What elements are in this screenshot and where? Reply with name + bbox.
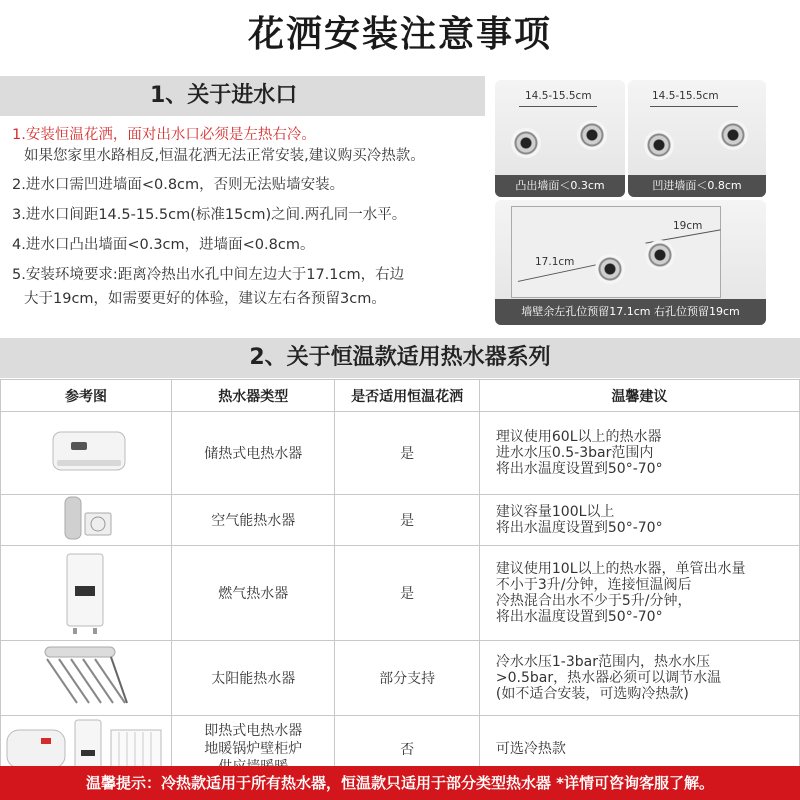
table-row [1,641,800,716]
photo-caption: 凸出墙面＜0.3cm [495,175,625,197]
fit-value: 部分支持 [335,641,479,716]
ref-image [1,546,172,641]
fit-value: 是 [335,546,479,641]
table-row [1,412,800,495]
header-fit: 是否适用恒温花洒 [335,380,479,412]
table-row [1,546,800,641]
note-5: 5.安装环境要求:距离冷热出水孔中间左边大于17.1cm，右边 [12,267,405,283]
fit-value: 否 [335,716,479,783]
heater-type: 空气能热水器 [172,495,335,546]
hot-inlet-hole [644,130,674,160]
air-energy-heater-icon [1,495,171,541]
section-2-heading: 2、关于恒温款适用热水器系列 [0,338,800,378]
spacing-dimension-label: 14.5-15.5cm [525,90,592,102]
heater-type: 燃气热水器 [172,546,335,641]
inlet-recess-photo [628,80,766,197]
heater-type: 储热式电热水器 [172,412,335,495]
solar-heater-icon [1,641,171,711]
advice-line: 将出水温度设置到50°-70° [495,520,663,536]
inlet-protrude-photo [495,80,625,197]
fit-value: 是 [335,412,479,495]
ref-image [1,412,172,495]
heater-type: 地暖锅炉壁柜炉 [204,741,303,757]
table-header-row [1,380,800,412]
ref-image [1,641,172,716]
advice-line: 建议容量100L以上 [495,504,615,520]
advice-line: 将出水温度设置到50°-70° [495,461,663,477]
hot-inlet-hole [511,128,541,158]
table-row [1,495,800,546]
section-1-notes [12,124,492,312]
page-title: 花洒安装注意事项 [247,14,552,55]
advice-cell [479,546,799,641]
section-1-heading: 1、关于进水口 [0,76,485,116]
ref-image [1,495,172,546]
advice-line: (如不适合安装，可选购冷热款) [495,686,689,702]
dimension-line [519,106,597,107]
electric-storage-heater-icon [1,412,171,490]
advice-cell [479,641,799,716]
header-advice: 温馨建议 [479,380,799,412]
heater-compat-table [0,379,800,783]
note-5-cont: 大于19cm，如需要更好的体验，建议左右各预留3cm。 [24,291,386,307]
spacing-dimension-label: 14.5-15.5cm [652,90,719,102]
header-ref: 参考图 [1,380,172,412]
fit-value: 是 [335,495,479,546]
dimension-line [650,106,738,107]
advice-line: 进水水压0.5-3bar范围内 [495,445,654,461]
left-clearance-label: 17.1cm [535,256,575,268]
footer-tip-banner: 温馨提示：冷热款适用于所有热水器，恒温款只适用于部分类型热水器 *详情可咨询客服了解。 [0,766,800,800]
note-4: 4.进水口凸出墙面<0.3cm，进墙面<0.8cm。 [12,237,315,253]
note-1-sub: 如果您家里水路相反,恒温花洒无法正常安装,建议购买冷热款。 [24,148,425,164]
advice-line: 冷热混合出水不少于5升/分钟， [495,593,692,609]
advice-line: 不小于3升/分钟，连接恒温阀后 [495,577,692,593]
hot-inlet-hole [595,254,625,284]
heater-type: 即热式电热水器 [204,723,303,739]
right-clearance-label: 19cm [673,220,703,232]
note-3: 3.进水口间距14.5-15.5cm(标准15cm)之间.两孔同一水平。 [12,207,407,223]
photo-caption: 凹进墙面＜0.8cm [628,175,766,197]
gas-heater-icon [1,546,171,636]
advice-line: >0.5bar，热水器必须可以调节水温 [495,670,722,686]
photo-caption: 墙壁余左孔位预留17.1cm 右孔位预留19cm [495,299,766,325]
heater-type: 太阳能热水器 [172,641,335,716]
advice-line: 冷水水压1-3bar范围内，热水水压 [495,654,710,670]
cold-inlet-hole [577,120,607,150]
note-1: 1.安装恒温花洒，面对出水口必须是左热右冷。 [12,127,316,143]
advice-line: 理议使用60L以上的热水器 [495,429,662,445]
wall-clearance-photo [495,200,766,325]
advice-cell [479,495,799,546]
cold-inlet-hole [645,240,675,270]
advice-line: 将出水温度设置到50°-70° [495,609,663,625]
header-type: 热水器类型 [172,380,335,412]
advice-line: 可选冷热款 [495,741,566,757]
cold-inlet-hole [718,120,748,150]
advice-cell [479,412,799,495]
note-2: 2.进水口需凹进墙面<0.8cm，否则无法贴墙安装。 [12,177,345,193]
advice-line: 建议使用10L以上的热水器，单管出水量 [495,561,746,577]
